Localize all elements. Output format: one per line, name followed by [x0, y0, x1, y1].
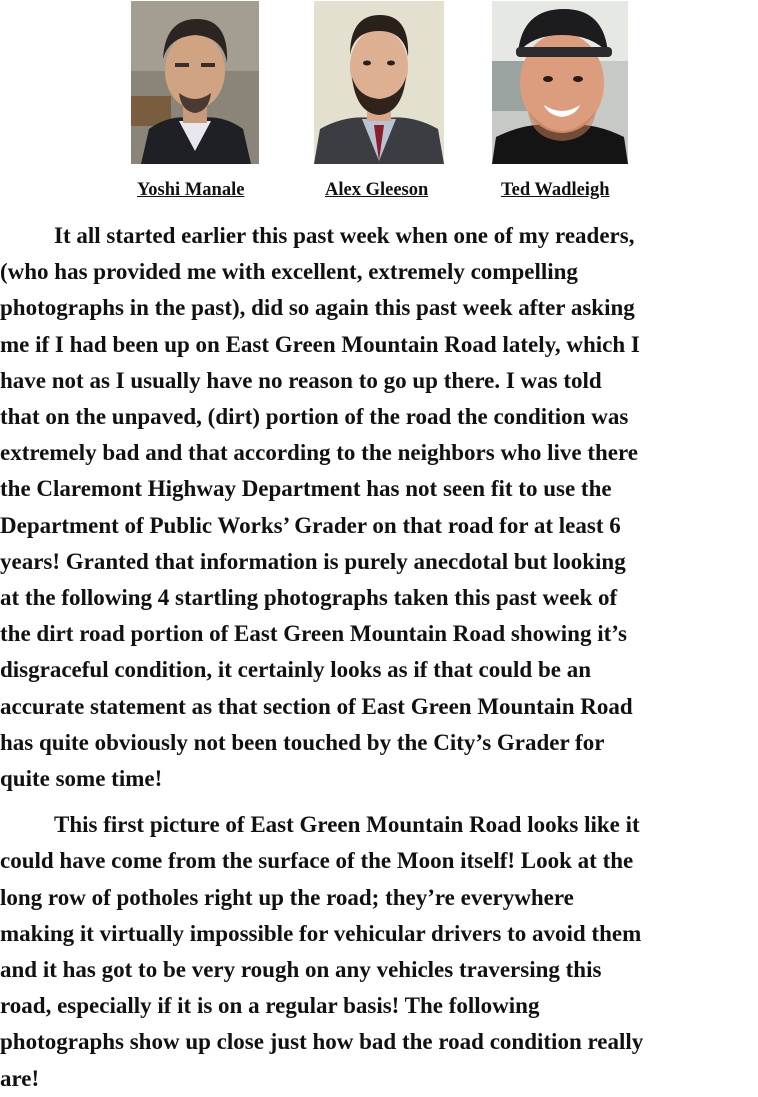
text-line: at the following 4 startling photographs taken this past week of — [0, 585, 618, 611]
text-line: road, especially if it is on a regular basis! The following — [0, 993, 540, 1019]
text-line: photographs show up close just how bad the road condition really — [0, 1029, 644, 1055]
photo-ted-wadleigh — [492, 1, 628, 164]
text-line: the Claremont Highway Department has not seen fit to use the — [0, 476, 612, 502]
text-line: the dirt road portion of East Green Mountain Road showing it’s — [0, 621, 628, 647]
text-line: disgraceful condition, it certainly looks as if that could be an — [0, 657, 591, 683]
text-line: quite some time! — [0, 766, 163, 792]
text-line: accurate statement as that section of East Green Mountain Road — [0, 693, 633, 719]
caption-alex-gleeson: Alex Gleeson — [325, 180, 429, 200]
text-line: years! Granted that information is purely anecdotal but looking — [0, 548, 626, 574]
text-line: This first picture of East Green Mountain Road looks like it — [54, 812, 640, 838]
text-line: photographs in the past), did so again this past week after asking — [0, 295, 635, 321]
text-line: making it virtually impossible for vehicular drivers to avoid them — [0, 920, 642, 946]
text-line: (who has provided me with excellent, extremely compelling — [0, 259, 578, 285]
text-line: and it has got to be very rough on any vehicles traversing this — [0, 957, 602, 983]
text-line: have not as I usually have no reason to go up there. I was told — [0, 367, 602, 393]
paragraph-first-picture — [0, 807, 758, 1097]
text-line: Department of Public Works’ Grader on that road for at least 6 — [0, 512, 621, 538]
caption-ted-wadleigh: Ted Wadleigh — [501, 180, 610, 200]
caption-yoshi-manale: Yoshi Manale — [137, 180, 245, 200]
text-line: that on the unpaved, (dirt) portion of the road the condition was — [0, 404, 629, 430]
paragraph-intro — [0, 218, 758, 797]
text-line: could have come from the surface of the Moon itself! Look at the — [0, 848, 634, 874]
text-line: are! — [0, 1065, 40, 1091]
photo-yoshi-manale — [131, 1, 259, 164]
article-body — [0, 218, 758, 1097]
text-line: extremely bad and that according to the neighbors who live there — [0, 440, 639, 466]
text-line: It all started earlier this past week when one of my readers, — [54, 223, 635, 248]
photo-alex-gleeson — [314, 1, 444, 164]
text-line: long row of potholes right up the road; they’re everywhere — [0, 884, 574, 910]
text-line: me if I had been up on East Green Mountain Road lately, which I — [0, 331, 640, 357]
text-line: has quite obviously not been touched by the City’s Grader for — [0, 729, 605, 755]
